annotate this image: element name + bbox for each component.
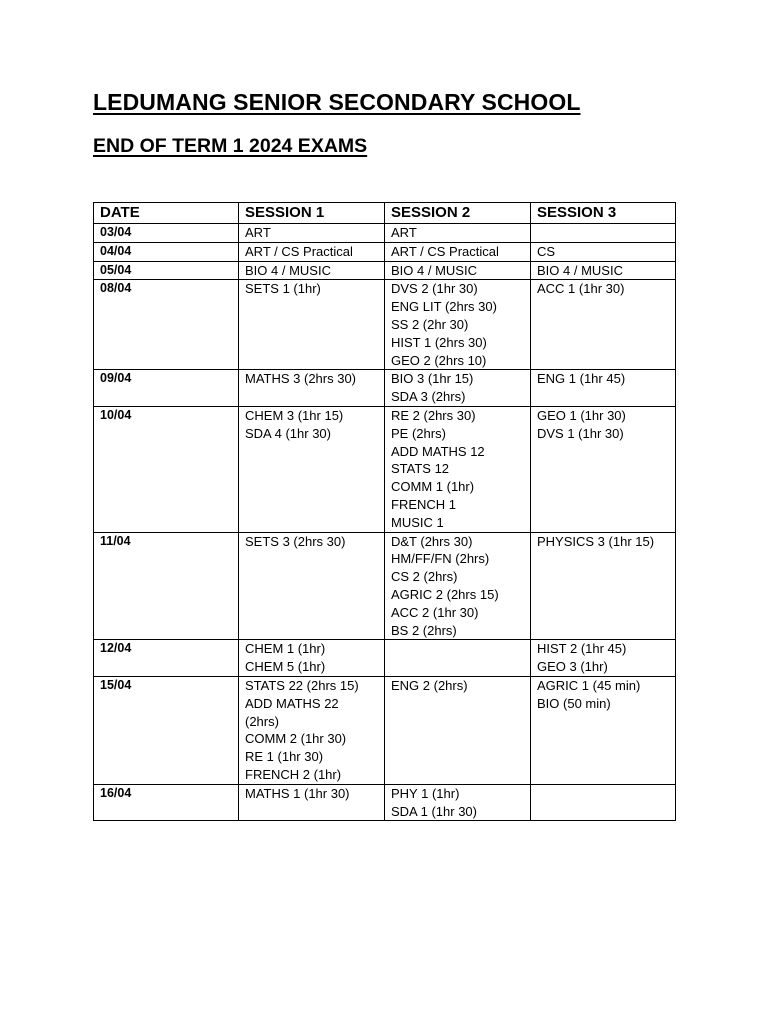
exam-entry: HIST 1 (2hrs 30) [391,334,487,350]
exam-entry: BS 2 (2hrs) [391,622,457,638]
session-2-cell [385,532,531,640]
session-2-cell [385,261,531,280]
session-2-cell [385,370,531,407]
table-row [94,532,676,640]
session-2-cell [385,640,531,677]
session-1-cell [239,370,385,407]
table-row [94,370,676,407]
date-cell: 16/04 [94,784,239,821]
session-1-cell [239,532,385,640]
exam-entry: ART [245,225,271,240]
exam-entry: SETS 1 (1hr) [245,281,321,297]
session-2-cell [385,406,531,532]
exam-entry: SDA 3 (2hrs) [391,389,466,405]
session-1-cell [239,640,385,677]
exam-title: END OF TERM 1 2024 EXAMS [93,135,368,157]
session-1-cell [239,261,385,280]
exam-entry: CS [537,243,556,259]
exam-entry: RE 1 (1hr 30) [245,749,324,765]
exam-entry: ART / CS Practical [245,243,353,259]
exam-entry: ART [391,225,417,240]
exam-entry: ENG 2 (2hrs) [391,677,468,693]
exam-entry: ENG LIT (2hrs 30) [391,299,497,315]
date-cell: 03/04 [94,224,239,243]
exam-entry: ENG 1 (1hr 45) [537,371,626,387]
session-3-cell [531,406,676,532]
exam-entry: SETS 3 (2hrs 30) [245,533,346,549]
session-2-cell [385,242,531,261]
exam-entry: CHEM 5 (1hr) [245,659,326,675]
session-3-cell [531,370,676,407]
table-row [94,406,676,532]
table-row [94,784,676,821]
exam-entry: GEO 1 (1hr 30) [537,407,626,423]
session-2-cell [385,676,531,784]
exam-entry: COMM 1 (1hr) [391,479,475,495]
exam-entry: FRENCH 1 [391,496,457,512]
exam-entry: SDA 1 (1hr 30) [391,803,477,819]
exam-entry: MATHS 3 (2hrs 30) [245,371,357,387]
exam-entry: MATHS 1 (1hr 30) [245,785,350,801]
exam-entry: BIO 4 / MUSIC [245,262,331,278]
exam-entry: SDA 4 (1hr 30) [245,425,331,441]
table-row [94,640,676,677]
exam-entry: CHEM 1 (1hr) [245,641,326,657]
exam-entry: BIO 4 / MUSIC [391,262,477,278]
exam-entry: MUSIC 1 [391,514,444,530]
exam-entry: ACC 1 (1hr 30) [537,281,625,297]
session-1-cell [239,242,385,261]
exam-entry: ACC 2 (1hr 30) [391,604,479,620]
exam-entry: BIO (50 min) [537,695,611,711]
session-1-cell [239,784,385,821]
exam-entry: (2hrs) [245,713,279,729]
exam-entry: DVS 2 (1hr 30) [391,281,478,297]
exam-entry: ADD MATHS 22 [245,695,339,711]
exam-entry: PE (2hrs) [391,425,446,441]
exam-entry: BIO 3 (1hr 15) [391,371,474,387]
exam-entry: STATS 22 (2hrs 15) [245,677,359,693]
exam-entry: D&T (2hrs 30) [391,533,473,549]
exam-timetable [93,202,676,821]
exam-entry: HM/FF/FN (2hrs) [391,551,490,567]
session-1-cell [239,676,385,784]
session-1-cell [239,406,385,532]
session-3-cell [531,784,676,821]
session-3-cell [531,224,676,243]
session-2-cell [385,280,531,370]
date-cell: 08/04 [94,280,239,370]
date-cell: 11/04 [94,532,239,640]
table-row [94,676,676,784]
table-row [94,242,676,261]
session-3-cell [531,261,676,280]
date-cell: 04/04 [94,242,239,261]
session-2-cell [385,224,531,243]
exam-entry: GEO 2 (2hrs 10) [391,352,487,368]
exam-entry: HIST 2 (1hr 45) [537,641,627,657]
date-cell: 05/04 [94,261,239,280]
header-session-1: SESSION 1 [239,203,385,224]
date-cell: 15/04 [94,676,239,784]
session-3-cell [531,242,676,261]
exam-entry: BIO 4 / MUSIC [537,262,623,278]
exam-entry: ADD MATHS 12 [391,443,485,459]
session-3-cell [531,532,676,640]
timetable-body [94,224,676,821]
header-date: DATE [94,203,239,224]
exam-entry: PHYSICS 3 (1hr 15) [537,533,655,549]
school-name: LEDUMANG SENIOR SECONDARY SCHOOL [93,89,581,115]
table-row [94,280,676,370]
exam-entry: GEO 3 (1hr) [537,659,608,675]
session-1-cell [239,280,385,370]
date-cell: 09/04 [94,370,239,407]
exam-entry: AGRIC 1 (45 min) [537,677,641,693]
exam-entry: FRENCH 2 (1hr) [245,766,342,782]
session-2-cell [385,784,531,821]
session-1-cell [239,224,385,243]
session-3-cell [531,280,676,370]
exam-entry: ART / CS Practical [391,243,499,259]
exam-entry: COMM 2 (1hr 30) [245,731,347,747]
exam-entry: SS 2 (2hr 30) [391,316,469,332]
table-row [94,261,676,280]
date-cell: 10/04 [94,406,239,532]
header-session-2: SESSION 2 [385,203,531,224]
table-row [94,224,676,243]
exam-entry: PHY 1 (1hr) [391,785,460,801]
exam-entry: STATS 12 [391,461,450,477]
exam-entry: DVS 1 (1hr 30) [537,425,624,441]
exam-entry: CS 2 (2hrs) [391,569,458,585]
header-session-3: SESSION 3 [531,203,676,224]
session-3-cell [531,640,676,677]
exam-entry: CHEM 3 (1hr 15) [245,407,344,423]
timetable-header-row [94,203,676,224]
date-cell: 12/04 [94,640,239,677]
exam-entry: AGRIC 2 (2hrs 15) [391,586,499,602]
exam-entry: RE 2 (2hrs 30) [391,407,476,423]
session-3-cell [531,676,676,784]
